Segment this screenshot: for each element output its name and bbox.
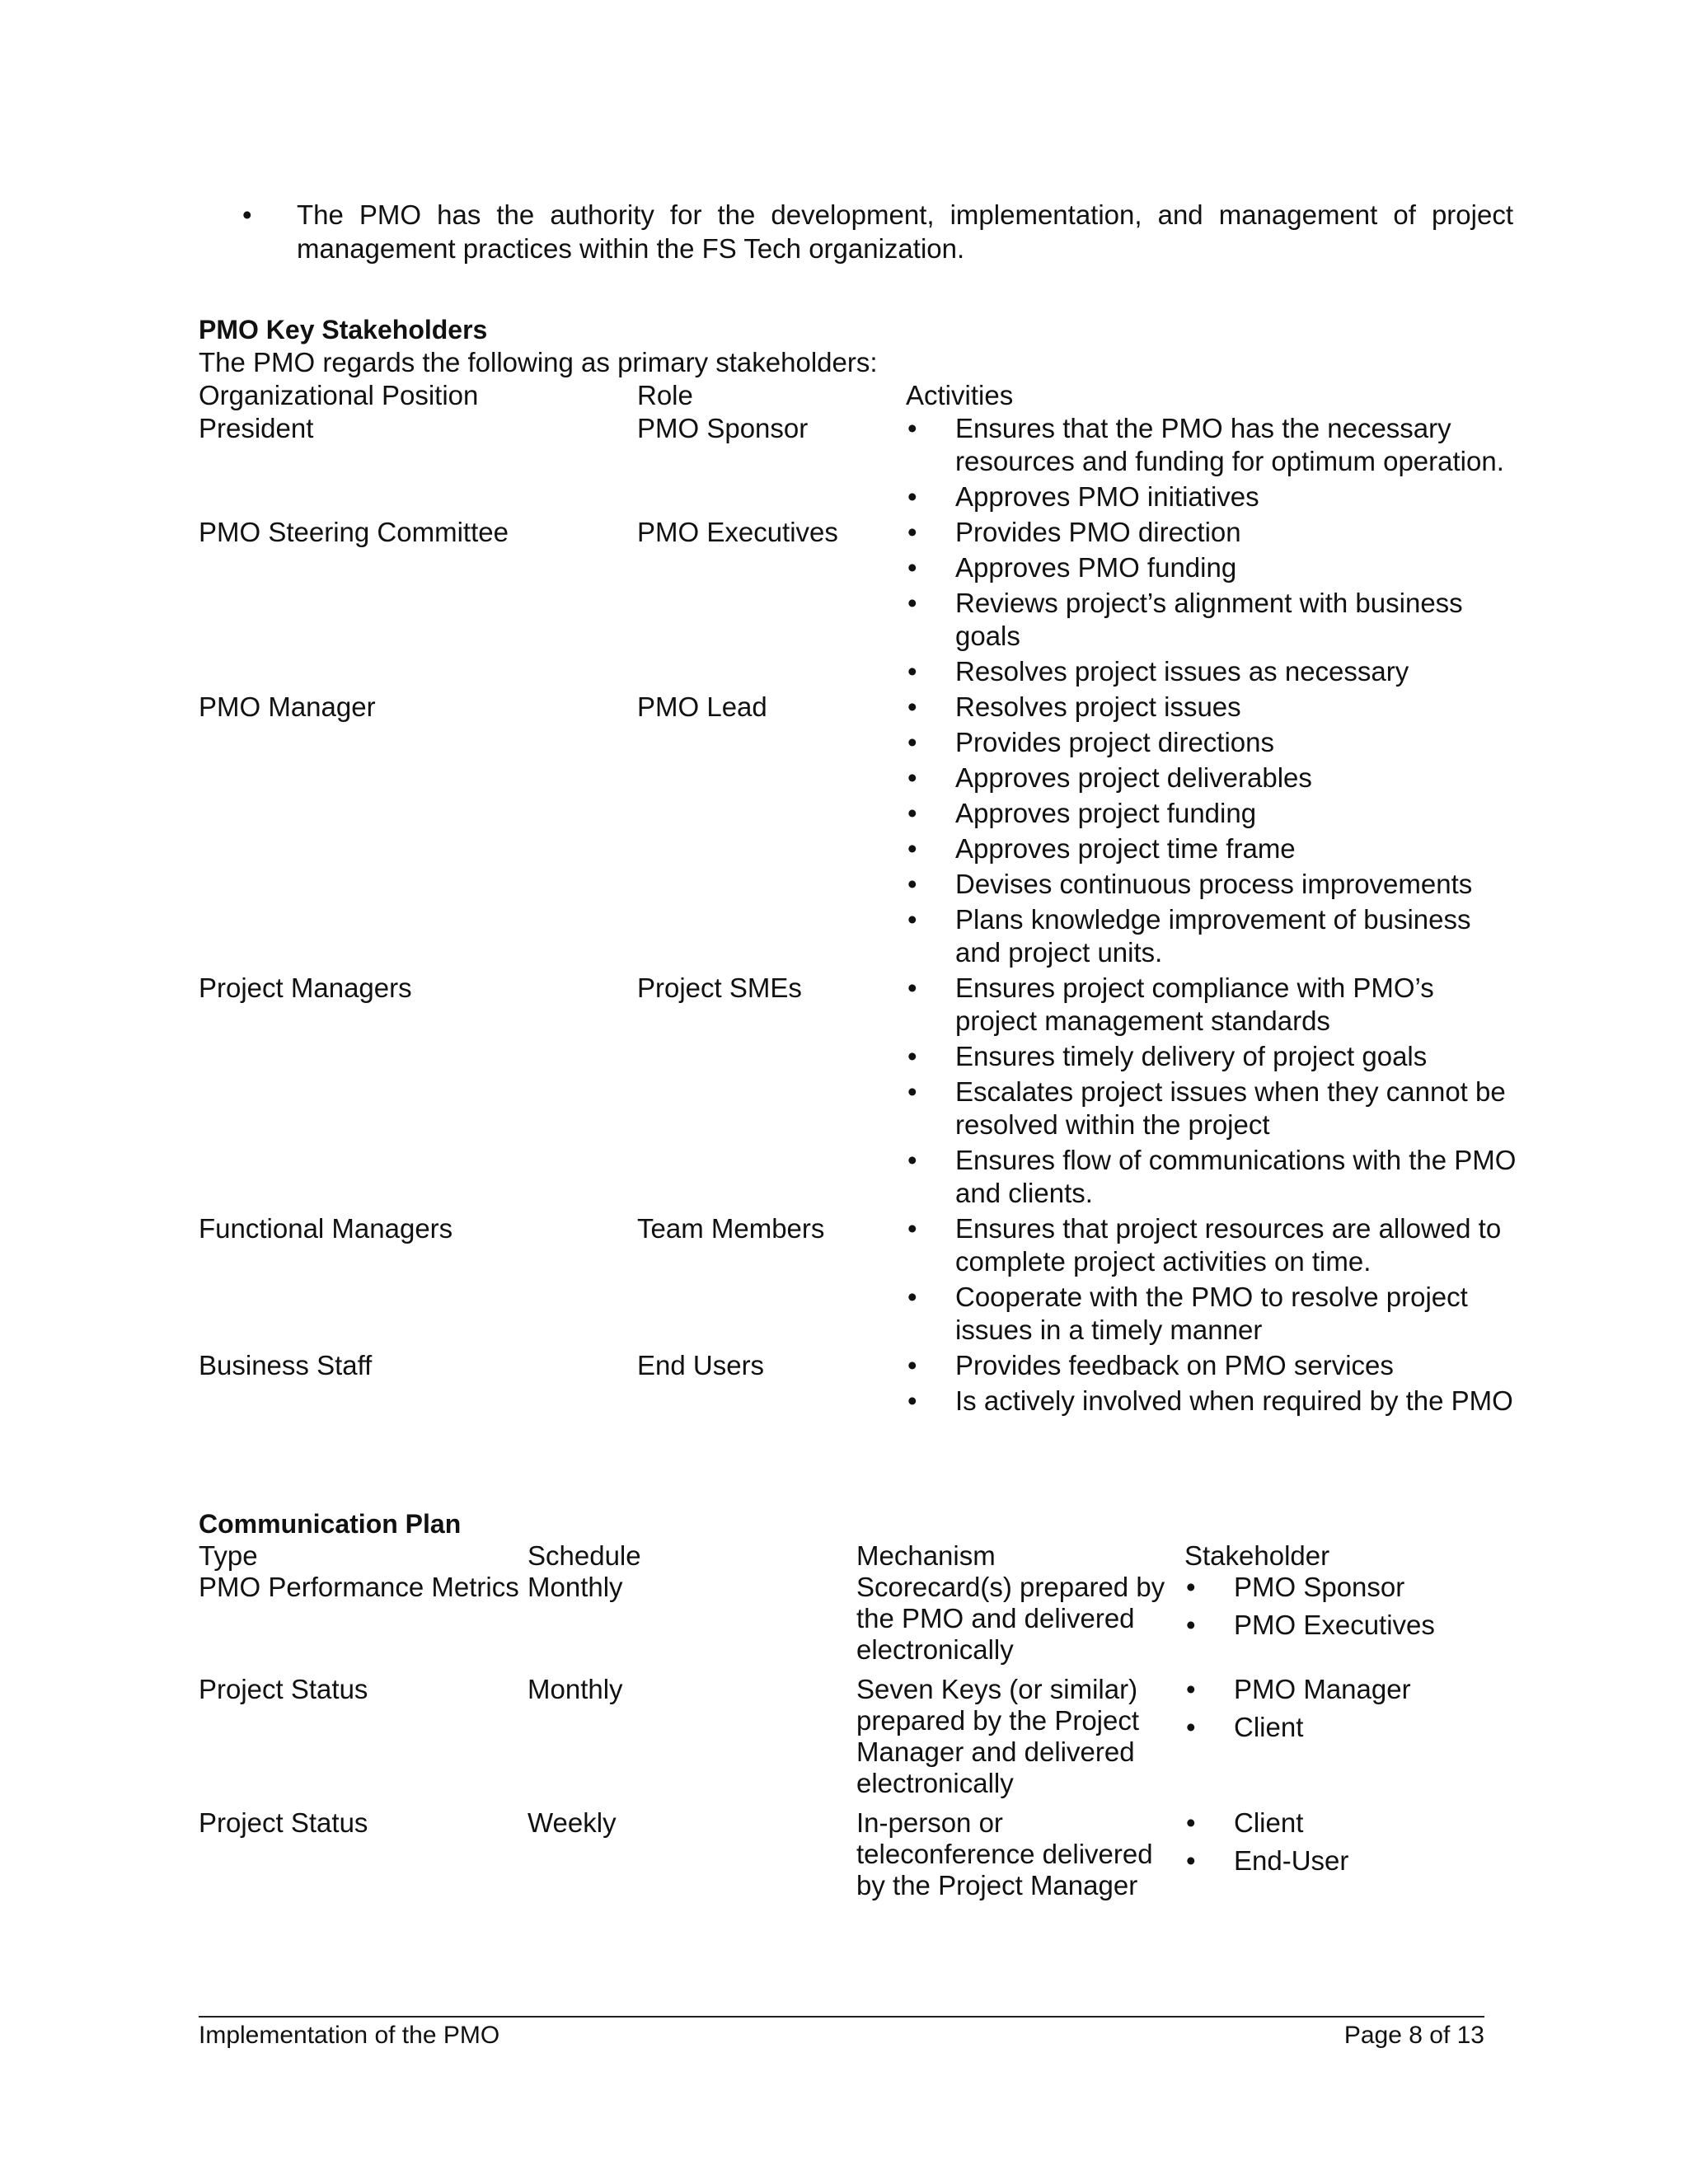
stakeholder-role: PMO Executives <box>637 517 838 547</box>
stakeholder-row <box>199 412 1517 516</box>
activity-item: • Resolves project issues <box>906 691 1517 724</box>
activity-item: • Resolves project issues as necessary <box>906 655 1517 688</box>
activity-item: • Ensures that project resources are allowed to complete project activities on time. <box>906 1212 1517 1278</box>
communication-schedule: Monthly <box>528 1674 623 1704</box>
intro-bullet-text: The PMO has the authority for the development, implementation, and management of project management practices within the FS Tech organization. <box>297 199 1513 264</box>
activity-item: • Provides PMO direction <box>906 516 1517 549</box>
activity-item: • Provides project directions <box>906 726 1517 759</box>
communication-row <box>199 1572 1517 1666</box>
activity-item: • Cooperate with the PMO to resolve project issues in a timely manner <box>906 1281 1517 1347</box>
organizational-position: Functional Managers <box>199 1213 453 1244</box>
footer-document-title: Implementation of the PMO <box>199 2022 500 2049</box>
stakeholder-item: • PMO Sponsor <box>1184 1572 1465 1603</box>
stakeholder-item: • PMO Executives <box>1184 1610 1465 1641</box>
stakeholder-row <box>199 691 1517 972</box>
communication-stakeholders <box>1184 1807 1465 1901</box>
activity-item: • Plans knowledge improvement of business and project units. <box>906 903 1517 969</box>
activities-list <box>906 1349 1517 1420</box>
activity-item: • Ensures that the PMO has the necessary resources and funding for optimum operation. <box>906 412 1517 478</box>
activity-item: • Ensures timely delivery of project goals <box>906 1040 1517 1073</box>
footer-divider <box>199 2016 1484 2018</box>
stakeholder-role: Project SMEs <box>637 972 802 1003</box>
activities-header: Activities <box>906 380 1014 410</box>
activity-item: • Approves PMO initiatives <box>906 480 1517 513</box>
communication-plan-title: Communication Plan <box>199 1509 462 1539</box>
stakeholders-header-row <box>199 379 1517 412</box>
stakeholder-header: Stakeholder <box>1184 1540 1330 1571</box>
mechanism-header: Mechanism <box>856 1540 996 1571</box>
organizational-position: PMO Manager <box>199 691 376 722</box>
activity-item: • Ensures flow of communications with the PMO and clients. <box>906 1144 1517 1210</box>
page-number: Page 8 of 13 <box>1343 2022 1484 2049</box>
bullet-icon: • <box>242 199 252 230</box>
communication-mechanism: Scorecard(s) prepared by the PMO and delivered electronically <box>856 1572 1165 1665</box>
stakeholder-row <box>199 1349 1517 1420</box>
communication-type: Project Status <box>199 1674 368 1704</box>
stakeholder-row <box>199 972 1517 1212</box>
communication-schedule: Weekly <box>528 1807 617 1838</box>
organizational-position: Business Staff <box>199 1350 373 1380</box>
schedule-header: Schedule <box>528 1540 641 1571</box>
activities-list <box>906 691 1517 972</box>
activity-item: • Ensures project compliance with PMO’s project management standards <box>906 972 1517 1038</box>
activity-item: • Is actively involved when required by the PMO <box>906 1385 1517 1418</box>
position-header: Organizational Position <box>199 380 479 410</box>
communication-schedule: Monthly <box>528 1572 623 1602</box>
activity-item: • Escalates project issues when they cannot be resolved within the project <box>906 1076 1517 1141</box>
organizational-position: PMO Steering Committee <box>199 517 509 547</box>
activities-list <box>906 972 1517 1212</box>
stakeholders-section <box>199 313 1517 1420</box>
activities-list <box>906 516 1517 691</box>
stakeholder-role: End Users <box>637 1350 765 1380</box>
activity-item: • Reviews project’s alignment with business goals <box>906 587 1517 653</box>
activity-item: • Approves project time frame <box>906 832 1517 865</box>
communication-type: PMO Performance Metrics <box>199 1572 519 1602</box>
communication-mechanism: Seven Keys (or similar) prepared by the Project Manager and delivered electronically <box>856 1674 1140 1798</box>
intro-section <box>242 198 1513 265</box>
stakeholder-row <box>199 1212 1517 1349</box>
activity-item: • Approves project deliverables <box>906 762 1517 794</box>
activity-item: • Approves PMO funding <box>906 551 1517 584</box>
activity-item: • Provides feedback on PMO services <box>906 1349 1517 1382</box>
activity-item: • Devises continuous process improvements <box>906 868 1517 901</box>
communication-type: Project Status <box>199 1807 368 1838</box>
communication-stakeholders <box>1184 1674 1465 1799</box>
communication-row <box>199 1674 1517 1799</box>
organizational-position: President <box>199 413 314 443</box>
communication-stakeholders <box>1184 1572 1465 1666</box>
communication-plan-section <box>199 1507 1517 1910</box>
stakeholders-title: PMO Key Stakeholders <box>199 315 488 344</box>
intro-bullet-item <box>242 198 1513 265</box>
stakeholder-role: Team Members <box>637 1213 825 1244</box>
activity-item: • Approves project funding <box>906 797 1517 830</box>
stakeholder-item: • Client <box>1184 1807 1465 1839</box>
stakeholders-intro: The PMO regards the following as primary stakeholders: <box>199 347 878 377</box>
activities-list <box>906 1212 1517 1349</box>
organizational-position: Project Managers <box>199 972 412 1003</box>
communication-header-row <box>199 1540 1517 1572</box>
stakeholder-role: PMO Sponsor <box>637 413 809 443</box>
stakeholder-role: PMO Lead <box>637 691 767 722</box>
stakeholder-item: • PMO Manager <box>1184 1674 1465 1705</box>
stakeholder-item: • End-User <box>1184 1845 1465 1877</box>
activities-list <box>906 412 1517 516</box>
stakeholder-item: • Client <box>1184 1712 1465 1743</box>
communication-row <box>199 1807 1517 1901</box>
communication-mechanism: In-person or teleconference delivered by the Project Manager <box>856 1807 1153 1900</box>
role-header: Role <box>637 380 693 410</box>
type-header: Type <box>199 1540 258 1571</box>
stakeholder-row <box>199 516 1517 691</box>
